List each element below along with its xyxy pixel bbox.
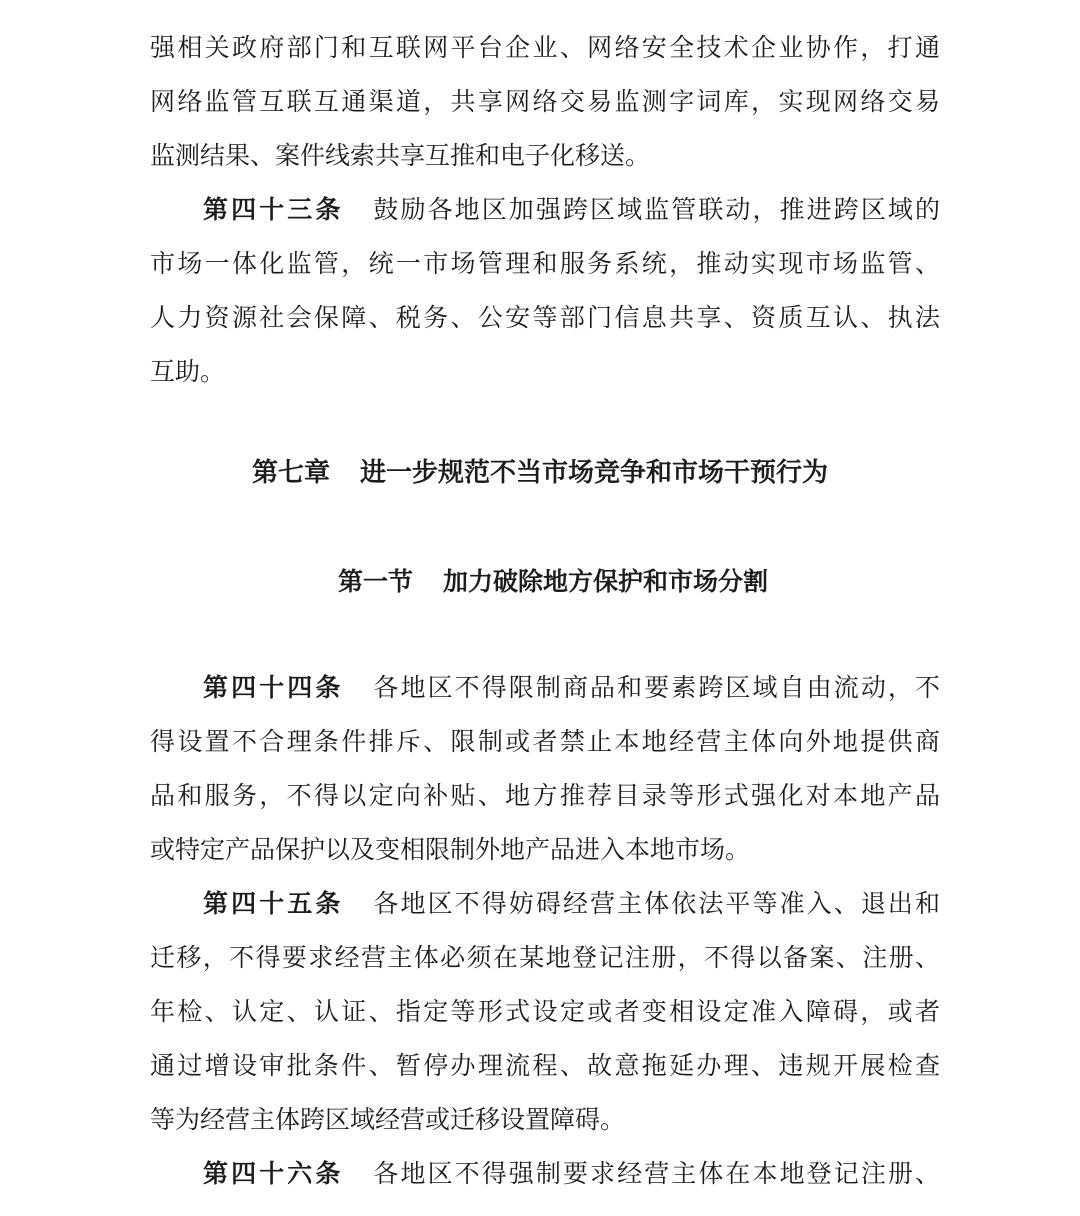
paragraph-line: 监测结果、案件线索共享互推和电子化移送。 bbox=[150, 141, 651, 170]
article-label: 第四十六条 bbox=[203, 1159, 344, 1188]
paragraph-line: 网络监管互联互通渠道，共享网络交易监测字词库，实现网络交易 bbox=[150, 87, 940, 116]
paragraph-line: 年检、认定、认证、指定等形式设定或者变相设定准入障碍，或者 bbox=[150, 997, 940, 1026]
article-46-first-line bbox=[203, 1154, 940, 1194]
paragraph-line: 得设置不合理条件排斥、限制或者禁止本地经营主体向外地提供商 bbox=[150, 727, 940, 756]
paragraph-line: 强相关政府部门和互联网平台企业、网络安全技术企业协作，打通 bbox=[150, 33, 940, 62]
article-label: 第四十五条 bbox=[203, 889, 344, 918]
article-45-first-line bbox=[203, 884, 940, 924]
paragraph-line: 或特定产品保护以及变相限制外地产品进入本地市场。 bbox=[150, 835, 751, 864]
article-text: 各地区不得强制要求经营主体在本地登记注册、 bbox=[373, 1159, 940, 1188]
paragraph-line: 品和服务，不得以定向补贴、地方推荐目录等形式强化对本地产品 bbox=[150, 781, 940, 810]
paragraph-line: 人力资源社会保障、税务、公安等部门信息共享、资质互认、执法 bbox=[150, 303, 940, 332]
paragraph-line: 通过增设审批条件、暂停办理流程、故意拖延办理、违规开展检查 bbox=[150, 1051, 940, 1080]
paragraph-line: 等为经营主体跨区域经营或迁移设置障碍。 bbox=[150, 1105, 626, 1134]
article-text: 各地区不得妨碍经营主体依法平等准入、退出和 bbox=[373, 889, 940, 918]
section-heading bbox=[338, 562, 768, 602]
article-label: 第四十三条 bbox=[203, 195, 344, 224]
chapter-heading bbox=[0, 453, 1080, 493]
chapter-number: 第七章 bbox=[251, 458, 330, 488]
article-label: 第四十四条 bbox=[203, 673, 344, 702]
section-number: 第一节 bbox=[338, 567, 414, 596]
article-44-first-line bbox=[203, 668, 940, 708]
paragraph-line: 互助。 bbox=[150, 357, 226, 386]
section-title: 加力破除地方保护和市场分割 bbox=[443, 567, 769, 596]
article-text: 各地区不得限制商品和要素跨区域自由流动，不 bbox=[373, 673, 940, 702]
article-text: 鼓励各地区加强跨区域监管联动，推进跨区域的 bbox=[373, 195, 940, 224]
article-43-first-line bbox=[203, 190, 940, 230]
chapter-title: 进一步规范不当市场竞争和市场干预行为 bbox=[360, 458, 829, 488]
paragraph-line: 市场一体化监管，统一市场管理和服务系统，推动实现市场监管、 bbox=[150, 249, 940, 278]
paragraph-line: 迁移，不得要求经营主体必须在某地登记注册，不得以备案、注册、 bbox=[150, 943, 940, 972]
